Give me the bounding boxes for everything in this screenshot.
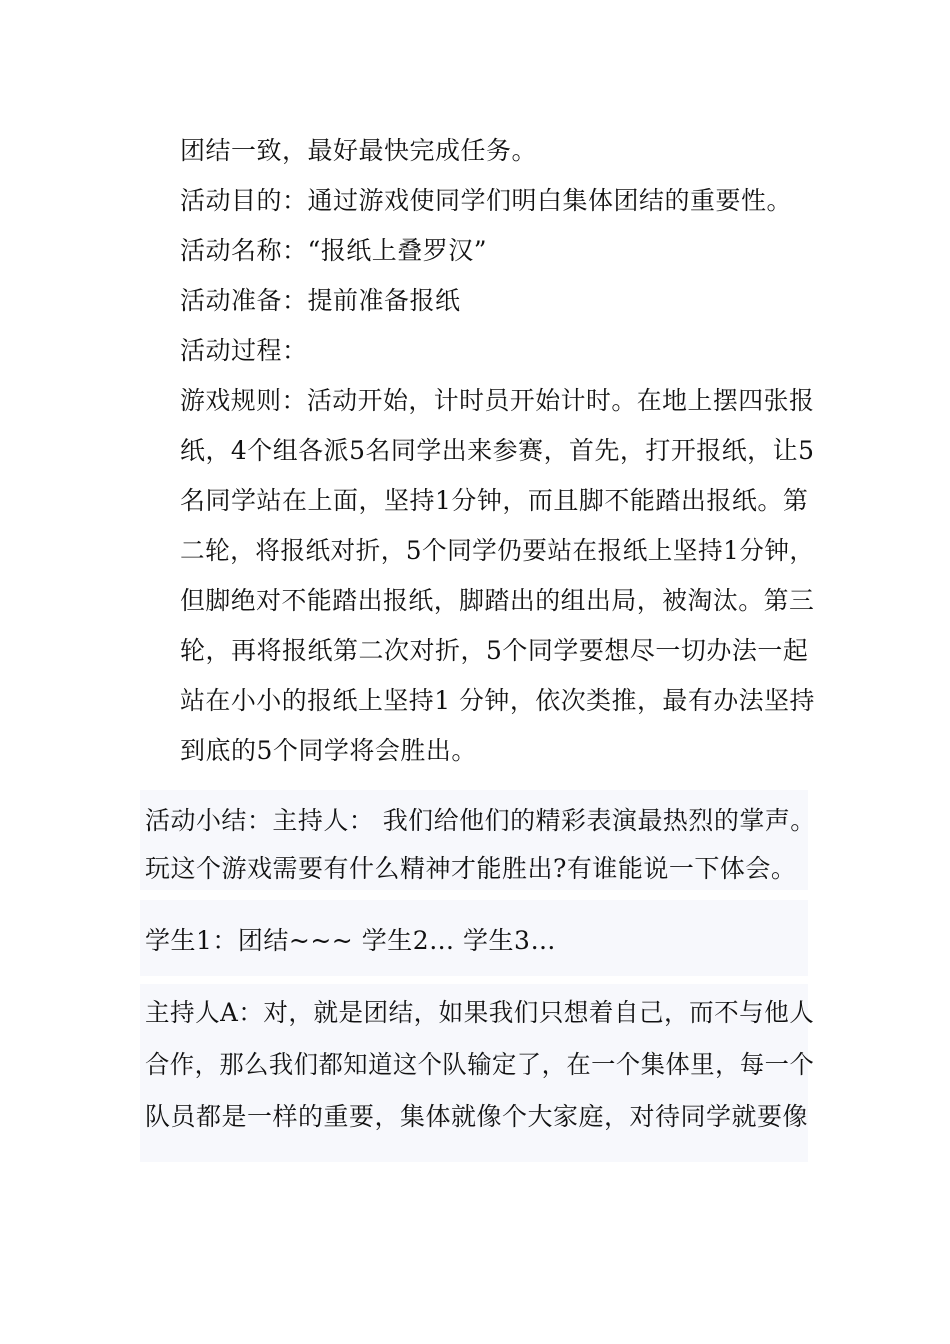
text-line: 活动名称：“报纸上叠罗汉” [180,236,488,265]
text-line: 队员都是一样的重要，集体就像个大家庭，对待同学就要像 [145,1102,809,1131]
text-line: 玩这个游戏需要有什么精神才能胜出?有谁能说一下体会。 [145,854,797,883]
text-line: 团结一致，最好最快完成任务。 [180,136,538,165]
text-line: 合作，那么我们都知道这个队输定了，在一个集体里，每一个 [145,1050,815,1079]
text-line: 活动准备：提前准备报纸 [180,286,461,315]
text-line: 活动过程： [180,336,308,365]
text-line: 站在小小的报纸上坚持1 分钟，依次类推，最有办法坚持 [180,686,815,715]
text-line: 活动小结：主持人： 我们给他们的精彩表演最热烈的掌声。 [145,806,816,835]
text-line: 但脚绝对不能踏出报纸，脚踏出的组出局，被淘汰。第三 [180,586,815,615]
text-line: 活动目的：通过游戏使同学们明白集体团结的重要性。 [180,186,793,215]
text-line: 轮，再将报纸第二次对折，5个同学要想尽一切办法一起 [180,636,809,665]
text-line: 到底的5个同学将会胜出。 [180,736,477,765]
text-line: 纸，4个组各派5名同学出来参赛，首先，打开报纸，让5 [180,436,815,465]
text-line: 主持人A：对，就是团结，如果我们只想着自己，而不与他人 [145,998,815,1027]
text-line: 学生1：团结~~~ 学生2… 学生3… [145,926,556,955]
text-line: 名同学站在上面，坚持1分钟，而且脚不能踏出报纸。第 [180,486,809,515]
text-line: 二轮，将报纸对折，5个同学仍要站在报纸上坚持1分钟， [180,536,815,565]
text-line: 游戏规则：活动开始，计时员开始计时。在地上摆四张报 [180,386,815,415]
